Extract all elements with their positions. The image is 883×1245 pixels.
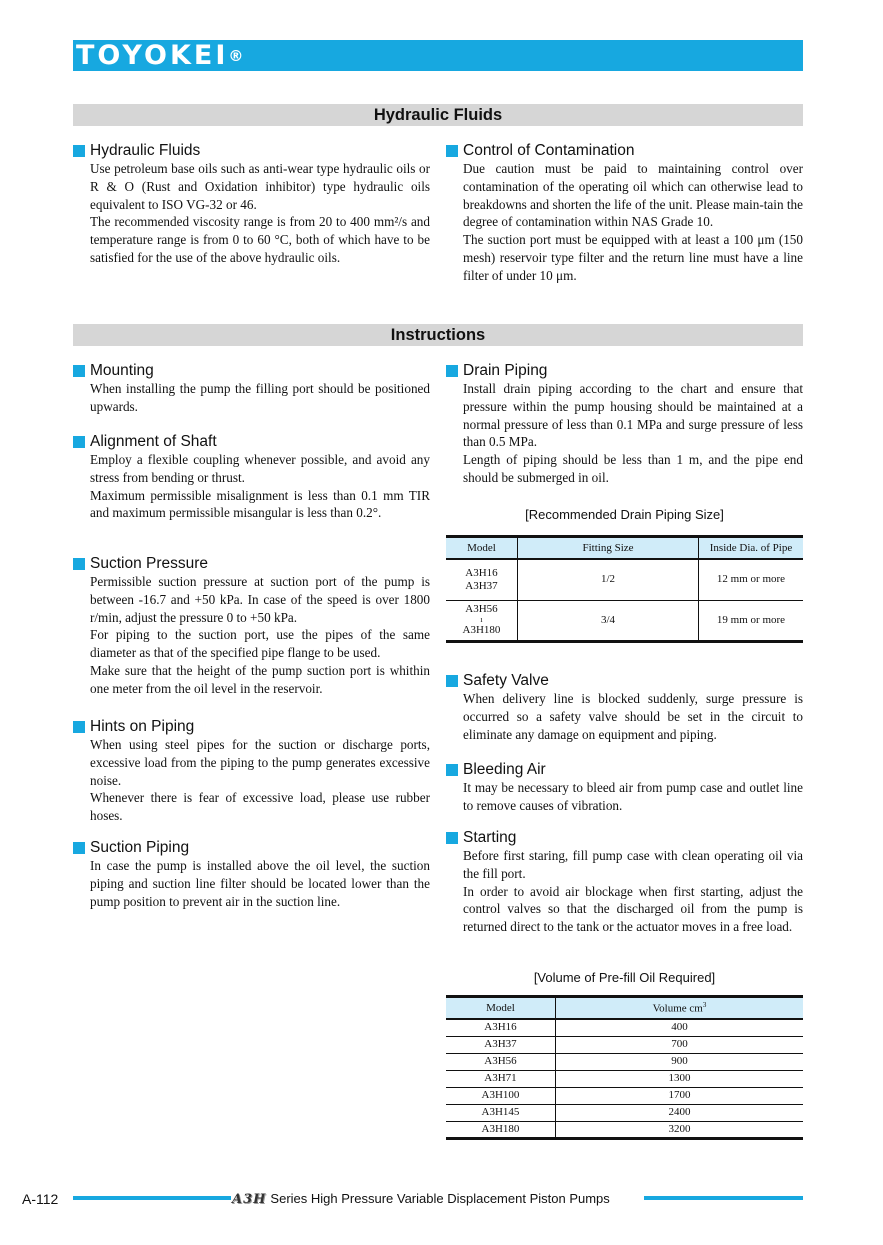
suction-pressure-heading: Suction Pressure bbox=[73, 554, 430, 573]
table-row bbox=[446, 1019, 803, 1036]
square-bullet-icon bbox=[446, 764, 458, 776]
volume-col-model: Model bbox=[446, 997, 556, 1020]
table-row bbox=[446, 1070, 803, 1087]
table-row bbox=[446, 600, 803, 641]
mounting-heading: Mounting bbox=[73, 361, 430, 380]
safety-heading: Safety Valve bbox=[446, 671, 803, 690]
volume-value-cell: 700 bbox=[556, 1036, 804, 1053]
drain-col-fitting: Fitting Size bbox=[518, 537, 699, 560]
table-row bbox=[446, 1053, 803, 1070]
starting-block bbox=[446, 828, 803, 936]
bleeding-block bbox=[446, 760, 803, 815]
contamination-heading: Control of Contamination bbox=[446, 141, 803, 160]
hydraulic-fluids-text: Use petroleum base oils such as anti-wear type hydraulic oils or R & O (Rust and Oxidation inhibitor) type hydraulic oils equivalent to ISO VG-32 or 46. The recommended viscosity range is from 20 to 400 mm²/s and temperature range is from 0 to 60 °C, both of which have to be satisfied for the use of the above hydraulic oils. bbox=[90, 161, 430, 265]
square-bullet-icon bbox=[446, 832, 458, 844]
square-bullet-icon bbox=[73, 145, 85, 157]
volume-model-cell: A3H16 bbox=[446, 1019, 556, 1036]
volume-table-caption: [Volume of Pre-fill Oil Required] bbox=[533, 970, 716, 985]
suction-pressure-text: Permissible suction pressure at suction port of the pump is between -16.7 and +50 kPa. In case of the speed is over 1800 r/min, adjust the pressure 0 to +50 kPa. For piping to the suction port, use the pipes of the same diameter as that of the specified pipe flange to be used. Make sure that the height of the pump suction port is whithin one meter from the oil level in the reservoir. bbox=[90, 574, 430, 696]
volume-model-cell: A3H100 bbox=[446, 1087, 556, 1104]
section-title-hydraulic-fluids: Hydraulic Fluids bbox=[73, 104, 803, 126]
drain-dia-cell: 12 mm or more bbox=[699, 559, 804, 600]
square-bullet-icon bbox=[73, 365, 85, 377]
hints-block bbox=[73, 717, 430, 825]
drain-model-cell: A3H56 ı A3H180 bbox=[446, 600, 518, 641]
drain-text: Install drain piping according to the chart and ensure that pressure within the pump housing should be maintained at a normal pressure of less than 0.1 MPa and surge pressure of less than 0.5 MPa. Length of piping should be less than 1 m, and the pipe end should be submerged in oil. bbox=[463, 381, 803, 485]
volume-col-volume: Volume $cm^3$ bbox=[556, 997, 804, 1020]
drain-dia-cell: 19 mm or more bbox=[699, 600, 804, 641]
mounting-block bbox=[73, 361, 430, 416]
table-row bbox=[446, 1104, 803, 1121]
square-bullet-icon bbox=[73, 842, 85, 854]
footer-line-right bbox=[644, 1196, 803, 1200]
section-title-instructions: Instructions bbox=[73, 324, 803, 346]
volume-model-cell: A3H56 bbox=[446, 1053, 556, 1070]
hints-text: When using steel pipes for the suction or discharge ports, excessive load from the piping to the pump generates excessive noise. Whenever there is fear of excessive load, please use rubber hoses. bbox=[90, 737, 430, 824]
drain-fitting-cell: 3/4 bbox=[518, 600, 699, 641]
starting-heading: Starting bbox=[446, 828, 803, 847]
mounting-text: When installing the pump the filling port should be positioned upwards. bbox=[90, 381, 430, 414]
table-row bbox=[446, 559, 803, 600]
square-bullet-icon bbox=[73, 721, 85, 733]
volume-value-cell: 3200 bbox=[556, 1121, 804, 1138]
volume-model-cell: A3H145 bbox=[446, 1104, 556, 1121]
safety-text: When delivery line is blocked suddenly, surge pressure is occurred so a safety valve should be set in the circuit to eliminate any damage on equipment and piping. bbox=[463, 691, 803, 742]
square-bullet-icon bbox=[446, 675, 458, 687]
volume-value-cell: 400 bbox=[556, 1019, 804, 1036]
starting-text: Before first staring, fill pump case with clean operating oil via the fill port. In order to avoid air blockage when first starting, adjust the control valves so that the discharged oil from the pump is returned direct to the tank or the actuator moves in a free load. bbox=[463, 848, 803, 935]
drain-heading: Drain Piping bbox=[446, 361, 803, 380]
footer-series-text: A3H Series High Pressure Variable Displacement Piston Pumps bbox=[232, 1191, 610, 1207]
drain-col-model: Model bbox=[446, 537, 518, 560]
drain-fitting-cell: 1/2 bbox=[518, 559, 699, 600]
suction-piping-text: In case the pump is installed above the oil level, the suction piping and suction line filter should be located lower than the pump position to prevent air in the suction line. bbox=[90, 858, 430, 909]
safety-block bbox=[446, 671, 803, 743]
volume-model-cell: A3H71 bbox=[446, 1070, 556, 1087]
bleeding-text: It may be necessary to bleed air from pump case and outlet line to remove causes of vibration. bbox=[463, 780, 803, 813]
volume-table bbox=[446, 995, 803, 1140]
hints-heading: Hints on Piping bbox=[73, 717, 430, 736]
header-bar bbox=[73, 40, 803, 71]
toyokei-logo: TOYOKEI® bbox=[76, 40, 244, 71]
drain-table-caption: [Recommended Drain Piping Size] bbox=[525, 507, 724, 522]
drain-col-dia: Inside Dia. of Pipe bbox=[699, 537, 804, 560]
suction-piping-heading: Suction Piping bbox=[73, 838, 430, 857]
series-logo: A3H bbox=[232, 1192, 267, 1207]
hydraulic-fluids-block bbox=[73, 141, 430, 267]
page-number: A-112 bbox=[22, 1191, 59, 1207]
volume-value-cell: 900 bbox=[556, 1053, 804, 1070]
volume-value-cell: 1700 bbox=[556, 1087, 804, 1104]
contamination-block bbox=[446, 141, 803, 285]
contamination-text: Due caution must be paid to maintaining control over contamination of the operating oil which can otherwise lead to breakdowns and shorten the life of the unit. Please main-tain the degree of contamination within NAS Grade 10. The suction port must be equipped with at least a 100 μm (150 mesh) reservoir type filter and the return line must have a line filter of under 10 μm. bbox=[463, 161, 803, 283]
alignment-heading: Alignment of Shaft bbox=[73, 432, 430, 451]
table-row bbox=[446, 1036, 803, 1053]
square-bullet-icon bbox=[446, 365, 458, 377]
square-bullet-icon bbox=[446, 145, 458, 157]
drain-block bbox=[446, 361, 803, 487]
suction-piping-block bbox=[73, 838, 430, 910]
volume-value-cell: 1300 bbox=[556, 1070, 804, 1087]
table-row bbox=[446, 1087, 803, 1104]
volume-value-cell: 2400 bbox=[556, 1104, 804, 1121]
volume-model-cell: A3H37 bbox=[446, 1036, 556, 1053]
drain-piping-table bbox=[446, 535, 803, 643]
table-row bbox=[446, 1121, 803, 1138]
hydraulic-fluids-heading: Hydraulic Fluids bbox=[73, 141, 430, 160]
footer-line-left bbox=[73, 1196, 231, 1200]
drain-model-cell: A3H16 A3H37 bbox=[446, 559, 518, 600]
bleeding-heading: Bleeding Air bbox=[446, 760, 803, 779]
square-bullet-icon bbox=[73, 436, 85, 448]
suction-pressure-block bbox=[73, 554, 430, 698]
alignment-text: Employ a flexible coupling whenever possible, and avoid any stress from bending or thrust. Maximum permissible misalignment is less than 0.1 mm TIR and maximum permissible misangular is less than 0.2°. bbox=[90, 452, 430, 521]
square-bullet-icon bbox=[73, 558, 85, 570]
alignment-block bbox=[73, 432, 430, 522]
volume-model-cell: A3H180 bbox=[446, 1121, 556, 1138]
